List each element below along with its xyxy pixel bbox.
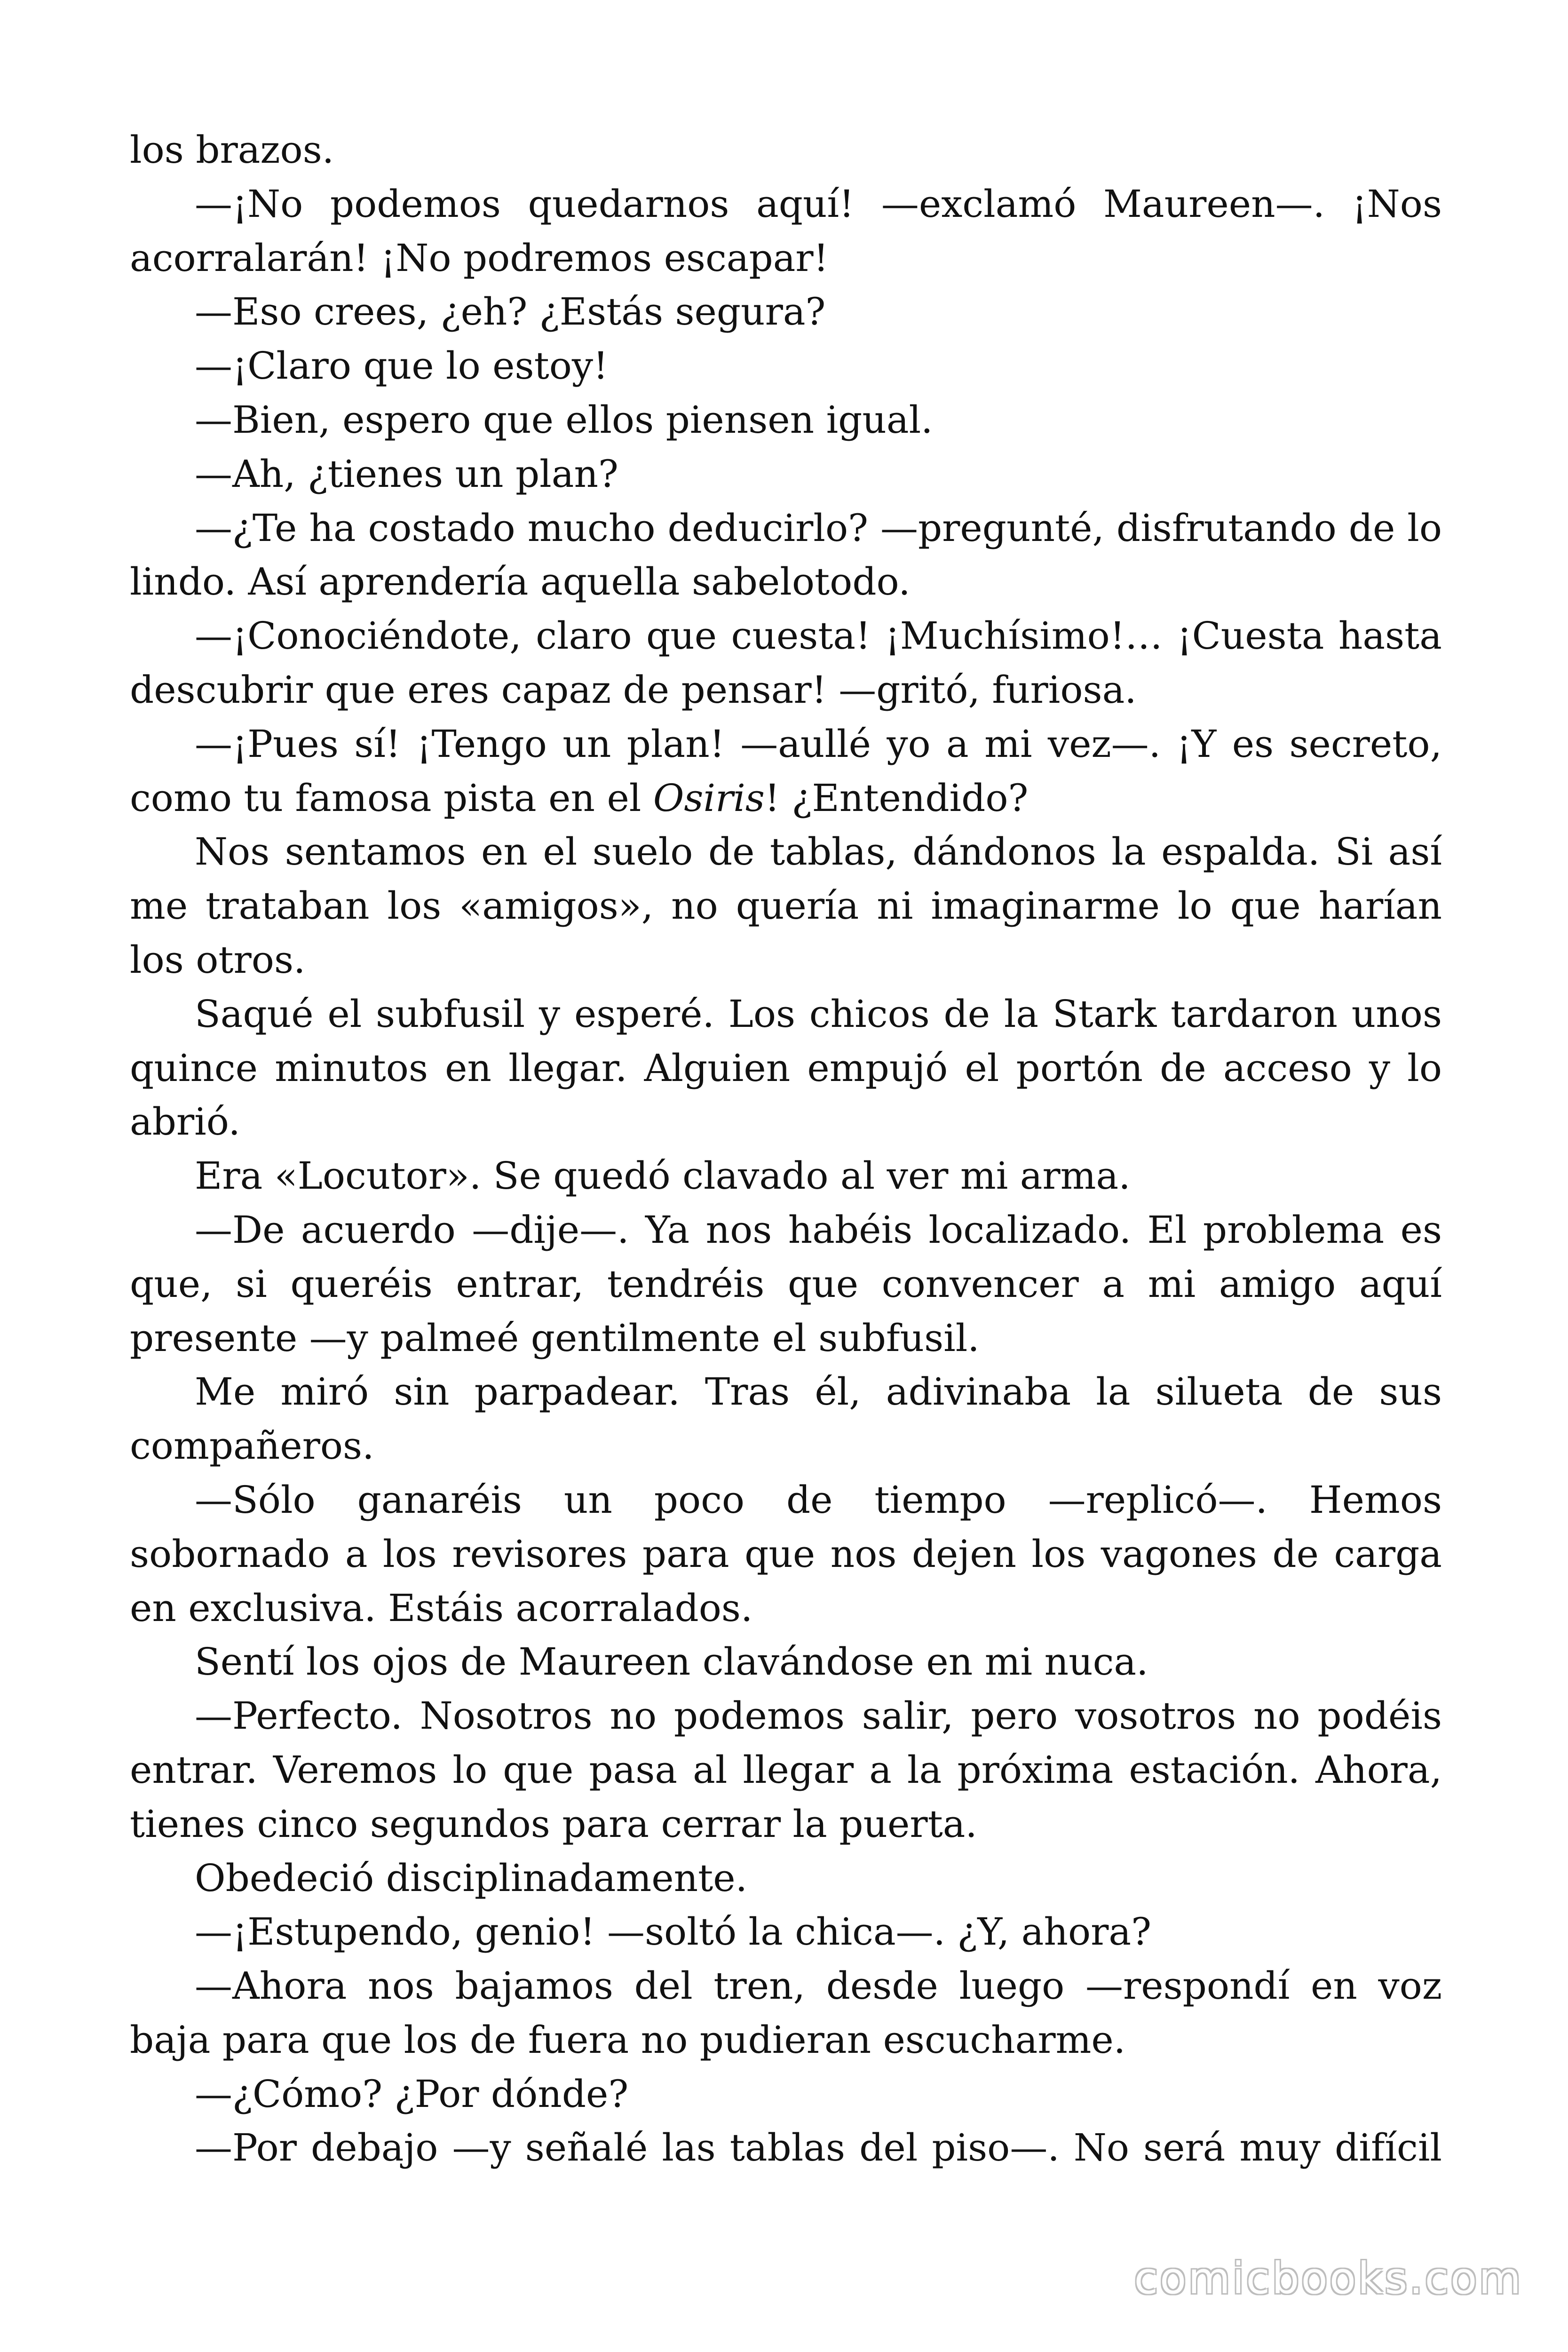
paragraph: —¡Estupendo, genio! —soltó la chica—. ¿Y, ahora? — [195, 1910, 1151, 1954]
paragraph: —Bien, espero que ellos piensen igual. — [195, 397, 933, 442]
paragraph: —Sólo ganaréis un poco de tiempo —replicó—. Hemos sobornado a los revisores para que nos dejen los vagones de carga en exclusiva. Estáis acorralados. — [130, 1478, 1442, 1630]
paragraph: —¿Cómo? ¿Por dónde? — [195, 2072, 629, 2116]
paragraph: —Ahora nos bajamos del tren, desde luego —respondí en voz baja para que los de fuera no pudieran escucharme. — [130, 1964, 1442, 2062]
page-body-text — [130, 123, 1442, 2175]
paragraph: Saqué el subfusil y esperé. Los chicos de la Stark tardaron unos quince minutos en llegar. Alguien empujó el portón de acceso y lo abrió. — [130, 992, 1442, 1144]
paragraph: Obedeció disciplinadamente. — [195, 1856, 748, 1900]
paragraph: los brazos. — [130, 128, 334, 172]
paragraph-text-segment: —¡Pues sí! ¡Tengo un plan! —aullé yo a mi vez—. ¡Y es secreto, como tu famosa pista en el — [130, 722, 1442, 820]
paragraph — [130, 717, 1442, 826]
paragraph: —¡Claro que lo estoy! — [195, 344, 609, 388]
italic-title: Osiris — [653, 776, 765, 820]
paragraph: Era «Locutor». Se quedó clavado al ver mi arma. — [195, 1154, 1131, 1198]
site-watermark: comicbooks.com — [1134, 2253, 1523, 2304]
paragraph: —De acuerdo —dije—. Ya nos habéis localizado. El problema es que, si queréis entrar, tendréis que convencer a mi amigo aquí presente —y palmeé gentilmente el subfusil. — [130, 1208, 1442, 1360]
paragraph: —¿Te ha costado mucho deducirlo? —pregunté, disfrutando de lo lindo. Así aprendería aquella sabelotodo. — [130, 506, 1442, 604]
paragraph: —¡Conociéndote, claro que cuesta! ¡Muchísimo!… ¡Cuesta hasta descubrir que eres capaz de pensar! —gritó, furiosa. — [130, 614, 1442, 712]
paragraph: Me miró sin parpadear. Tras él, adivinaba la silueta de sus compañeros. — [130, 1370, 1442, 1468]
paragraph: —Ah, ¿tienes un plan? — [195, 452, 618, 496]
paragraph: Sentí los ojos de Maureen clavándose en mi nuca. — [195, 1640, 1148, 1684]
paragraph: —Eso crees, ¿eh? ¿Estás segura? — [195, 290, 826, 334]
paragraph: Nos sentamos en el suelo de tablas, dándonos la espalda. Si así me trataban los «amigos», no quería ni imaginarme lo que harían los otros. — [130, 830, 1442, 982]
paragraph: —Perfecto. Nosotros no podemos salir, pero vosotros no podéis entrar. Veremos lo que pasa al llegar a la próxima estación. Ahora, tienes cinco segundos para cerrar la puerta. — [130, 1694, 1442, 1846]
paragraph: —Por debajo —y señalé las tablas del piso—. No será muy difícil — [195, 2126, 1442, 2170]
paragraph: —¡No podemos quedarnos aquí! —exclamó Maureen—. ¡Nos acorralarán! ¡No podremos escapar! — [130, 182, 1442, 280]
paragraph-text-segment: ! ¿Entendido? — [764, 776, 1029, 820]
